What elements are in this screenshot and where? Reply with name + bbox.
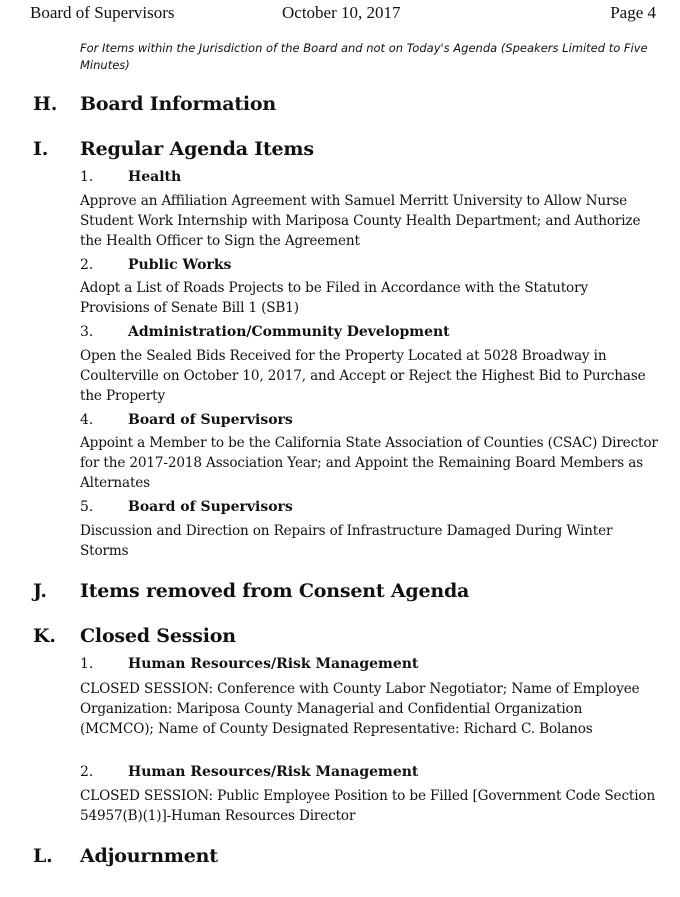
agenda-item-department: Health (128, 169, 182, 185)
agenda-item-k1-description: CLOSED SESSION: Conference with County Labor Negotiator; Name of Employee Organization: Mariposa County Managerial and Confidential Organization (MCMCO); Name of County Designated Representative: Richard C. Bolanos (80, 681, 640, 737)
section-k-heading (33, 622, 653, 650)
section-l-heading (33, 842, 653, 870)
section-h-title: Board Information (80, 93, 277, 115)
agenda-item-i3-description: Open the Sealed Bids Received for the Property Located at 5028 Broadway in Coulterville on October 10, 2017, and Accept or Reject the Highest Bid to Purchase the Property (80, 348, 646, 404)
section-j-heading (33, 577, 653, 605)
section-j-title: Items removed from Consent Agenda (80, 580, 470, 602)
agenda-item-department: Human Resources/Risk Management (128, 764, 419, 780)
section-i-heading (33, 135, 653, 163)
header-date: October 10, 2017 (282, 3, 401, 22)
page-header (30, 2, 656, 24)
header-board-name: Board of Supervisors (30, 3, 175, 22)
section-i-title: Regular Agenda Items (80, 138, 314, 160)
agenda-item-i4-heading (80, 410, 640, 430)
section-k-title: Closed Session (80, 625, 236, 647)
agenda-item-number: 3. (80, 324, 94, 340)
agenda-item-i1-description: Approve an Affiliation Agreement with Samuel Merritt University to Allow Nurse Student Work Internship with Mariposa County Health Department; and Authorize the Health Officer to Sign the Agreement (80, 193, 641, 249)
section-h-heading (33, 90, 653, 118)
agenda-item-number: 2. (80, 764, 94, 780)
agenda-item-department: Board of Supervisors (128, 499, 293, 515)
agenda-item-i2-heading (80, 255, 640, 275)
agenda-item-k2-heading (80, 762, 640, 782)
section-k-letter: K. (33, 625, 56, 647)
agenda-item-number: 5. (80, 499, 94, 515)
section-i-letter: I. (33, 138, 49, 160)
agenda-item-department: Human Resources/Risk Management (128, 656, 419, 672)
agenda-item-number: 4. (80, 412, 94, 428)
agenda-item-department: Public Works (128, 257, 232, 273)
agenda-item-i5-description: Discussion and Direction on Repairs of Infrastructure Damaged During Winter Storms (80, 523, 613, 559)
agenda-item-k2-description: CLOSED SESSION: Public Employee Position to be Filled [Government Code Section 54957(B)(1)]-Human Resources Director (80, 788, 656, 824)
agenda-item-i1-heading (80, 167, 640, 187)
section-h-letter: H. (33, 93, 58, 115)
agenda-item-department: Board of Supervisors (128, 412, 293, 428)
agenda-item-number: 2. (80, 257, 94, 273)
header-page-number: Page 4 (610, 3, 656, 22)
section-j-letter: J. (33, 580, 47, 602)
agenda-item-i2-description: Adopt a List of Roads Projects to be Filed in Accordance with the Statutory Provisions of Senate Bill 1 (SB1) (80, 280, 588, 316)
agenda-item-department: Administration/Community Development (128, 324, 450, 340)
agenda-item-k1-heading (80, 654, 640, 674)
section-l-title: Adjournment (80, 845, 218, 867)
agenda-item-number: 1. (80, 656, 94, 672)
agenda-item-number: 1. (80, 169, 94, 185)
public-comment-note: For Items within the Jurisdiction of the Board and not on Today's Agenda (Speakers Limited to Five Minutes) (80, 41, 648, 72)
agenda-item-i5-heading (80, 497, 640, 517)
agenda-item-i3-heading (80, 322, 640, 342)
section-l-letter: L. (33, 845, 53, 867)
agenda-item-i4-description: Appoint a Member to be the California State Association of Counties (CSAC) Director for the 2017-2018 Association Year; and Appoint the Remaining Board Members as Alternates (80, 435, 658, 491)
